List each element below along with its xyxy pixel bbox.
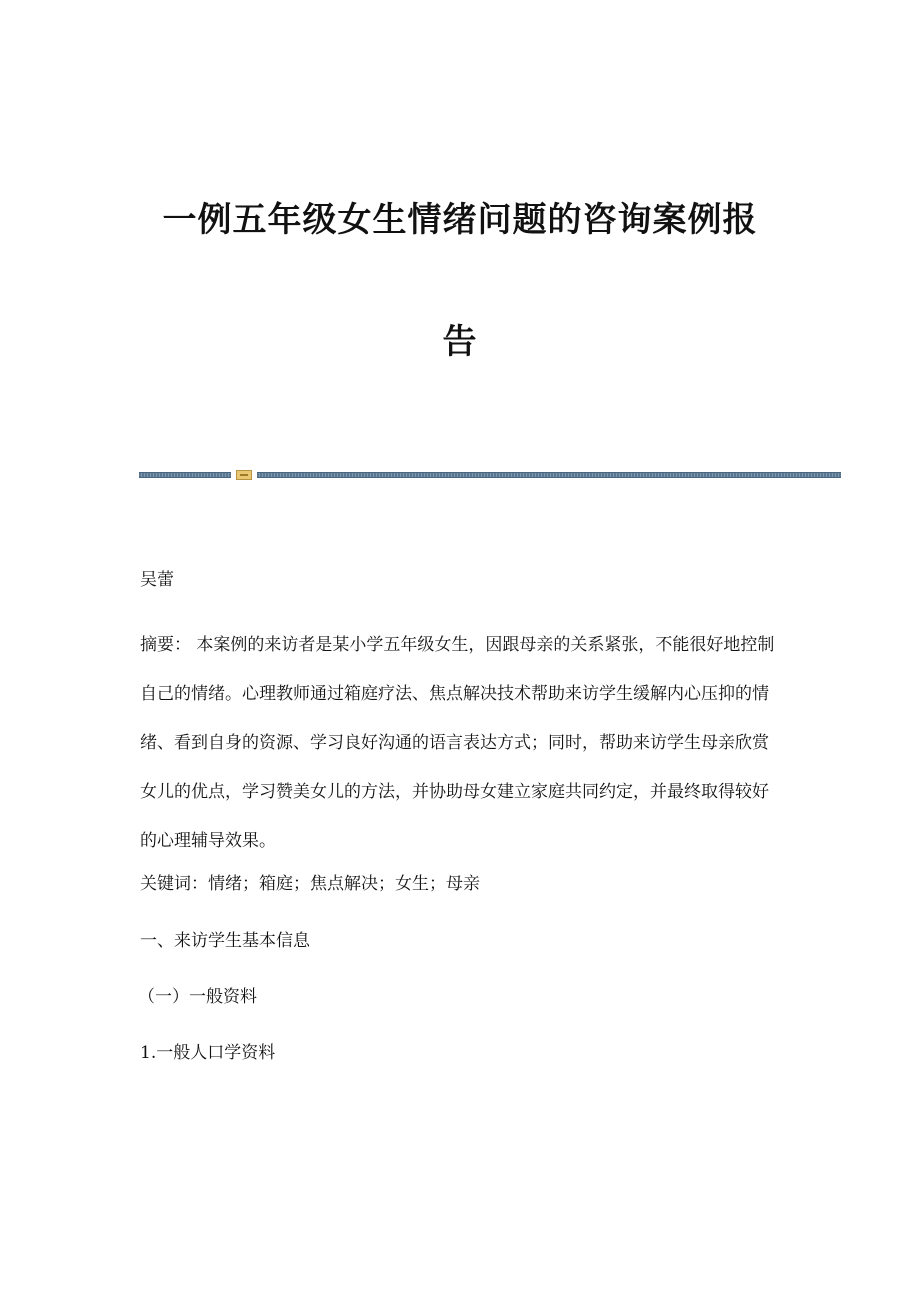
document-title-line-1: 一例五年级女生情绪问题的咨询案例报 [162, 200, 758, 240]
abstract-paragraph: 摘要： 本案例的来访者是某小学五年级女生，因跟母亲的关系紧张，不能很好地控制自己的情绪。心理教师通过箱庭疗法、焦点解决技术帮助来访学生缓解内心压抑的情绪、看到自身的资源、学习良好沟通的语言表达方式；同时，帮助来访学生母亲欣赏女儿的优点，学习赞美女儿的方法，并协助母女建立家庭共同约定，并最终取得较好的心理辅导效果。 [140, 635, 775, 851]
divider-ornament-icon [236, 470, 252, 480]
author-name: 吴蕾 [140, 570, 174, 590]
document-title-line-2: 告 [442, 322, 478, 362]
title-divider [139, 470, 841, 480]
subsection-heading-1: （一）一般资料 [138, 987, 257, 1007]
divider-bar-right [257, 472, 841, 478]
divider-bar-left [139, 472, 231, 478]
section-heading-1: 一、来访学生基本信息 [140, 931, 310, 951]
subsubsection-heading-1: 1.一般人口学资料 [140, 1043, 276, 1063]
keywords-line: 关键词：情绪；箱庭；焦点解决；女生；母亲 [140, 874, 480, 894]
